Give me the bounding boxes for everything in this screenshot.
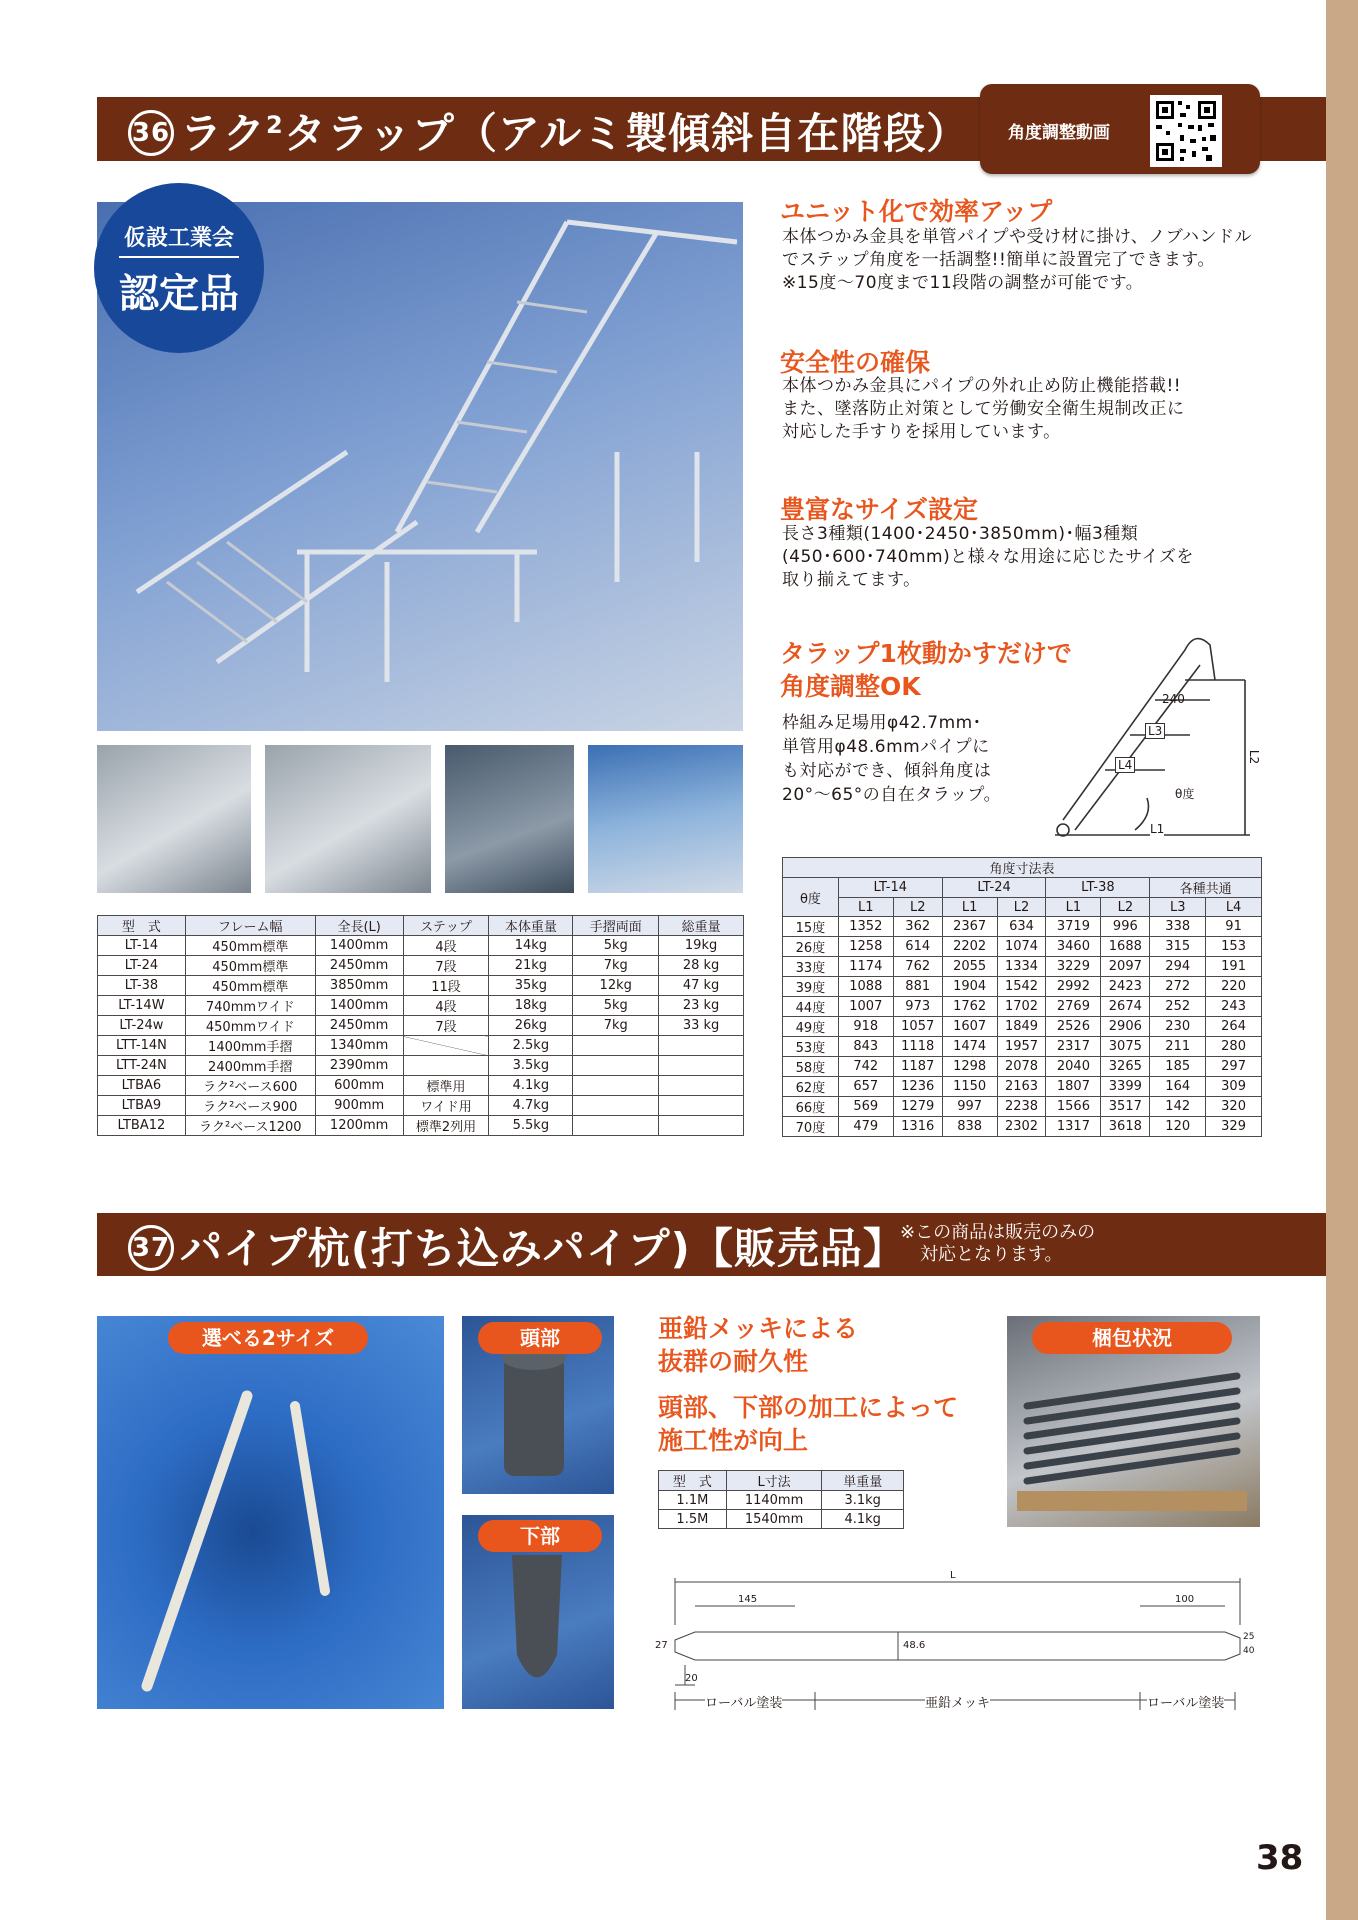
- angle-cell: 881: [893, 977, 942, 997]
- spec-cell: 3850mm: [315, 976, 403, 996]
- angle-cell: 1566: [1046, 1097, 1101, 1117]
- angle-cell: 297: [1206, 1057, 1262, 1077]
- angle-cell: 2238: [997, 1097, 1046, 1117]
- detail-photo-site: [445, 745, 574, 893]
- spec-cell: [659, 1056, 744, 1076]
- angle-cell: 634: [997, 917, 1046, 937]
- angle-cell: 362: [893, 917, 942, 937]
- angle-sub-header: L1: [838, 898, 893, 917]
- feature-heading-2: 安全性の確保: [780, 348, 931, 377]
- spec-cell: LTBA12: [98, 1116, 186, 1136]
- angle-sub-header: L1: [1046, 898, 1101, 917]
- pipe-feature-1: 亜鉛メッキによる 抜群の耐久性: [658, 1314, 859, 1376]
- drawing-seg-3: ローバル塗装: [1147, 1692, 1224, 1711]
- angle-cell: 264: [1206, 1017, 1262, 1037]
- angle-cell: 220: [1206, 977, 1262, 997]
- angle-cell: 1298: [942, 1057, 997, 1077]
- angle-cell: 2317: [1046, 1037, 1101, 1057]
- angle-cell: 2302: [997, 1117, 1046, 1137]
- spec-cell: 450mm標準: [185, 976, 315, 996]
- pipe-cell: 3.1kg: [822, 1491, 904, 1510]
- angle-group-header: LT-14: [838, 878, 942, 898]
- side-strip: [1326, 0, 1358, 1920]
- angle-cell: 320: [1206, 1097, 1262, 1117]
- angle-cell: 91: [1206, 917, 1262, 937]
- spec-cell: 3.5kg: [489, 1056, 573, 1076]
- pipe-table-wrap: [658, 1470, 904, 1529]
- spec-cell: 1400mm手摺: [185, 1036, 315, 1056]
- angle-cell: 1074: [997, 937, 1046, 957]
- spec-cell: 2450mm: [315, 1016, 403, 1036]
- angle-cell: 614: [893, 937, 942, 957]
- detail-photo-hook: [97, 745, 251, 893]
- feature-heading-3: 豊富なサイズ設定: [780, 495, 979, 524]
- spec-header: 本体重量: [489, 916, 573, 936]
- spec-cell: 600mm: [315, 1076, 403, 1096]
- angle-sub-header: L2: [893, 898, 942, 917]
- tag-two-sizes: 選べる2サイズ: [168, 1322, 368, 1354]
- spec-table-wrap: [97, 915, 744, 1136]
- angle-cell: 1688: [1101, 937, 1150, 957]
- angle-cell: 58度: [783, 1057, 839, 1077]
- angle-cell: 1702: [997, 997, 1046, 1017]
- angle-table-wrap: [782, 857, 1262, 1137]
- spec-cell: 450mm標準: [185, 936, 315, 956]
- pipe-cell: 4.1kg: [822, 1510, 904, 1529]
- spec-cell: LTT-24N: [98, 1056, 186, 1076]
- spec-cell: ワイド用: [403, 1096, 489, 1116]
- angle-row: [783, 977, 1262, 997]
- angle-cell: 2906: [1101, 1017, 1150, 1037]
- angle-row: [783, 1057, 1262, 1077]
- angle-cell: 243: [1206, 997, 1262, 1017]
- angle-cell: 1317: [1046, 1117, 1101, 1137]
- angle-cell: 3075: [1101, 1037, 1150, 1057]
- spec-cell: 35kg: [489, 976, 573, 996]
- angle-cell: 918: [838, 1017, 893, 1037]
- spec-cell: 7kg: [573, 956, 659, 976]
- spec-cell: [403, 1056, 489, 1076]
- angle-cell: 1957: [997, 1037, 1046, 1057]
- spec-cell: 標準用: [403, 1076, 489, 1096]
- section-36-title: 36 ラク$^2$タラップ（アルミ製傾斜自在階段）: [128, 101, 969, 161]
- spec-header: 型 式: [98, 916, 186, 936]
- drawing-label-l: L: [950, 1570, 956, 1581]
- angle-cell: 2163: [997, 1077, 1046, 1097]
- angle-cell: 315: [1150, 937, 1206, 957]
- angle-cell: 1174: [838, 957, 893, 977]
- spec-cell: [659, 1116, 744, 1136]
- angle-cell: 1007: [838, 997, 893, 1017]
- angle-row: [783, 997, 1262, 1017]
- spec-cell: 1400mm: [315, 996, 403, 1016]
- angle-cell: 185: [1150, 1057, 1206, 1077]
- spec-cell: 2.5kg: [489, 1036, 573, 1056]
- spec-cell: LT-38: [98, 976, 186, 996]
- spec-cell: [573, 1056, 659, 1076]
- angle-table-theta: θ度: [783, 878, 839, 917]
- drawing-label-100: 100: [1175, 1594, 1195, 1605]
- spec-cell: [573, 1116, 659, 1136]
- spec-row: [98, 1016, 744, 1036]
- badge-line-2: 認定品: [119, 271, 239, 317]
- spec-cell: 1340mm: [315, 1036, 403, 1056]
- angle-cell: 3618: [1101, 1117, 1150, 1137]
- angle-cell: 1316: [893, 1117, 942, 1137]
- spec-cell: LTBA6: [98, 1076, 186, 1096]
- pipe-cell: 1140mm: [726, 1491, 822, 1510]
- angle-text: 枠組み足場用φ42.7mm･ 単管用φ48.6mmパイプに も対応ができ、傾斜角度は 20°～65°の自在タラップ。: [782, 713, 1002, 805]
- angle-cell: 1607: [942, 1017, 997, 1037]
- spec-row: [98, 1076, 744, 1096]
- angle-cell: 252: [1150, 997, 1206, 1017]
- angle-cell: 191: [1206, 957, 1262, 977]
- spec-cell: 26kg: [489, 1016, 573, 1036]
- drawing-seg-2: 亜鉛メッキ: [925, 1692, 990, 1711]
- angle-cell: 280: [1206, 1037, 1262, 1057]
- angle-cell: 1542: [997, 977, 1046, 997]
- page-number: 38: [1256, 1838, 1304, 1878]
- certification-badge: [94, 183, 264, 353]
- spec-cell: 18kg: [489, 996, 573, 1016]
- angle-cell: 1904: [942, 977, 997, 997]
- diagram-label-l3: L3: [1145, 723, 1165, 739]
- section-37-note: ※この商品は販売のみの 対応となります。: [900, 1222, 1096, 1265]
- angle-cell: 33度: [783, 957, 839, 977]
- angle-cell: 120: [1150, 1117, 1206, 1137]
- spec-cell: ラク²ベース600: [185, 1076, 315, 1096]
- angle-cell: 843: [838, 1037, 893, 1057]
- pipe-cell: 1.1M: [659, 1491, 727, 1510]
- spec-cell: 900mm: [315, 1096, 403, 1116]
- spec-cell: 7段: [403, 956, 489, 976]
- drawing-label-27: 27: [655, 1640, 668, 1651]
- spec-cell: [659, 1036, 744, 1056]
- pipe-sizes-photo: [97, 1316, 444, 1709]
- spec-cell: [573, 1036, 659, 1056]
- spec-cell: 5kg: [573, 936, 659, 956]
- feature-heading-1: ユニット化で効率アップ: [780, 197, 1053, 226]
- qr-code[interactable]: [1150, 95, 1222, 167]
- angle-cell: 1334: [997, 957, 1046, 977]
- spec-cell: LT-24: [98, 956, 186, 976]
- spec-header: ステップ: [403, 916, 489, 936]
- angle-cell: 2078: [997, 1057, 1046, 1077]
- angle-cell: 762: [893, 957, 942, 977]
- pipe-cell: 1.5M: [659, 1510, 727, 1529]
- spec-cell: 28 kg: [659, 956, 744, 976]
- angle-cell: 2992: [1046, 977, 1101, 997]
- spec-cell: [659, 1076, 744, 1096]
- spec-cell: 47 kg: [659, 976, 744, 996]
- angle-cell: 338: [1150, 917, 1206, 937]
- spec-cell: LTT-14N: [98, 1036, 186, 1056]
- angle-cell: 294: [1150, 957, 1206, 977]
- spec-cell: ラク²ベース1200: [185, 1116, 315, 1136]
- angle-row: [783, 937, 1262, 957]
- angle-sub-header: L2: [997, 898, 1046, 917]
- tag-bottom: 下部: [478, 1520, 602, 1552]
- detail-photo-knob: [265, 745, 431, 893]
- spec-header: 全長(L): [315, 916, 403, 936]
- angle-row: [783, 917, 1262, 937]
- angle-cell: 3517: [1101, 1097, 1150, 1117]
- spec-cell: 1200mm: [315, 1116, 403, 1136]
- spec-cell: 7段: [403, 1016, 489, 1036]
- spec-cell: 740mmワイド: [185, 996, 315, 1016]
- angle-sub-header: L3: [1150, 898, 1206, 917]
- spec-header: 総重量: [659, 916, 744, 936]
- spec-row: [98, 996, 744, 1016]
- spec-cell: [659, 1096, 744, 1116]
- angle-cell: 3719: [1046, 917, 1101, 937]
- spec-header: フレーム幅: [185, 916, 315, 936]
- spec-row: [98, 1096, 744, 1116]
- angle-cell: 1807: [1046, 1077, 1101, 1097]
- drawing-label-40: 40: [1243, 1646, 1255, 1656]
- drawing-label-486: 48.6: [903, 1640, 926, 1651]
- feature-text-3: 長さ3種類(1400･2450･3850mm)･幅3種類 (450･600･740mm)と様々な用途に応じたサイズを 取り揃えてます。: [782, 524, 1194, 590]
- angle-cell: 973: [893, 997, 942, 1017]
- drawing-label-20: 20: [685, 1673, 698, 1684]
- spec-cell: [403, 1036, 489, 1056]
- angle-cell: 1474: [942, 1037, 997, 1057]
- spec-cell: LT-24w: [98, 1016, 186, 1036]
- angle-group-header: LT-38: [1046, 878, 1150, 898]
- angle-cell: 2769: [1046, 997, 1101, 1017]
- angle-heading: タラップ1枚動かすだけで 角度調整OK: [780, 639, 1072, 701]
- section-36-number: 36: [128, 110, 174, 156]
- angle-cell: 1150: [942, 1077, 997, 1097]
- tag-packing: 梱包状況: [1032, 1322, 1232, 1354]
- spec-cell: 2400mm手摺: [185, 1056, 315, 1076]
- diagram-label-240: 240: [1162, 692, 1185, 706]
- angle-row: [783, 1097, 1262, 1117]
- angle-cell: 1118: [893, 1037, 942, 1057]
- spec-cell: 4.1kg: [489, 1076, 573, 1096]
- angle-cell: 1187: [893, 1057, 942, 1077]
- angle-cell: 44度: [783, 997, 839, 1017]
- angle-row: [783, 1017, 1262, 1037]
- angle-group-header: LT-24: [942, 878, 1046, 898]
- diagram-label-l4: L4: [1115, 757, 1135, 773]
- drawing-seg-1: ローバル塗装: [705, 1692, 782, 1711]
- angle-group-header: 各種共通: [1150, 878, 1262, 898]
- detail-photo-steps: [588, 745, 743, 893]
- spec-cell: 4.7kg: [489, 1096, 573, 1116]
- spec-cell: 450mm標準: [185, 956, 315, 976]
- spec-cell: 14kg: [489, 936, 573, 956]
- spec-cell: 標準2列用: [403, 1116, 489, 1136]
- angle-cell: 1279: [893, 1097, 942, 1117]
- angle-cell: 230: [1150, 1017, 1206, 1037]
- angle-cell: 1849: [997, 1017, 1046, 1037]
- drawing-label-145: 145: [738, 1594, 758, 1605]
- angle-cell: 742: [838, 1057, 893, 1077]
- spec-cell: 19kg: [659, 936, 744, 956]
- angle-cell: 3399: [1101, 1077, 1150, 1097]
- angle-cell: 272: [1150, 977, 1206, 997]
- angle-cell: 211: [1150, 1037, 1206, 1057]
- pipe-feature-2: 頭部、下部の加工によって 施工性が向上: [658, 1393, 959, 1455]
- angle-cell: 49度: [783, 1017, 839, 1037]
- angle-cell: 3460: [1046, 937, 1101, 957]
- angle-row: [783, 957, 1262, 977]
- spec-cell: 4段: [403, 936, 489, 956]
- angle-cell: 66度: [783, 1097, 839, 1117]
- spec-cell: 4段: [403, 996, 489, 1016]
- spec-cell: 2390mm: [315, 1056, 403, 1076]
- spec-cell: LTBA9: [98, 1096, 186, 1116]
- angle-cell: 838: [942, 1117, 997, 1137]
- angle-cell: 1088: [838, 977, 893, 997]
- spec-cell: 23 kg: [659, 996, 744, 1016]
- spec-table: [97, 915, 744, 1136]
- angle-cell: 2097: [1101, 957, 1150, 977]
- angle-cell: 26度: [783, 937, 839, 957]
- angle-cell: 309: [1206, 1077, 1262, 1097]
- pipe-drawing: [650, 1570, 1260, 1720]
- angle-sub-header: L2: [1101, 898, 1150, 917]
- angle-cell: 53度: [783, 1037, 839, 1057]
- angle-cell: 2526: [1046, 1017, 1101, 1037]
- section-37-number: 37: [128, 1225, 174, 1271]
- spec-cell: 5.5kg: [489, 1116, 573, 1136]
- angle-cell: 996: [1101, 917, 1150, 937]
- angle-cell: 142: [1150, 1097, 1206, 1117]
- pipe-header: 単重量: [822, 1471, 904, 1491]
- spec-cell: LT-14W: [98, 996, 186, 1016]
- diagram-label-l1: L1: [1150, 822, 1165, 836]
- pipe-cell: 1540mm: [726, 1510, 822, 1529]
- angle-cell: 1057: [893, 1017, 942, 1037]
- spec-header: 手摺両面: [573, 916, 659, 936]
- angle-cell: 3229: [1046, 957, 1101, 977]
- spec-cell: [573, 1076, 659, 1096]
- spec-cell: 7kg: [573, 1016, 659, 1036]
- spec-cell: 1400mm: [315, 936, 403, 956]
- angle-row: [783, 1117, 1262, 1137]
- pipe-row: [659, 1491, 904, 1510]
- angle-cell: 153: [1206, 937, 1262, 957]
- angle-cell: 2055: [942, 957, 997, 977]
- angle-cell: 569: [838, 1097, 893, 1117]
- drawing-label-25: 25: [1243, 1632, 1255, 1642]
- angle-row: [783, 1077, 1262, 1097]
- spec-cell: 450mmワイド: [185, 1016, 315, 1036]
- pipe-header: L寸法: [726, 1471, 822, 1491]
- spec-row: [98, 1056, 744, 1076]
- stair-angle-diagram: [1035, 620, 1265, 850]
- spec-cell: LT-14: [98, 936, 186, 956]
- angle-cell: 39度: [783, 977, 839, 997]
- spec-row: [98, 956, 744, 976]
- angle-cell: 2202: [942, 937, 997, 957]
- section-37-title: 37 パイプ杭(打ち込みパイプ)【販売品】: [128, 1216, 906, 1276]
- video-label: 角度調整動画: [1008, 123, 1110, 143]
- spec-cell: 21kg: [489, 956, 573, 976]
- spec-cell: 12kg: [573, 976, 659, 996]
- angle-cell: 1352: [838, 917, 893, 937]
- angle-cell: 329: [1206, 1117, 1262, 1137]
- angle-cell: 2423: [1101, 977, 1150, 997]
- angle-cell: 1762: [942, 997, 997, 1017]
- badge-divider: [119, 256, 239, 258]
- angle-cell: 657: [838, 1077, 893, 1097]
- spec-cell: 2450mm: [315, 956, 403, 976]
- spec-cell: 11段: [403, 976, 489, 996]
- angle-cell: 997: [942, 1097, 997, 1117]
- pipe-header: 型 式: [659, 1471, 727, 1491]
- pipe-row: [659, 1510, 904, 1529]
- angle-cell: 2040: [1046, 1057, 1101, 1077]
- spec-row: [98, 976, 744, 996]
- angle-cell: 70度: [783, 1117, 839, 1137]
- spec-row: [98, 1116, 744, 1136]
- angle-table: [782, 857, 1262, 1137]
- feature-text-1: 本体つかみ金具を単管パイプや受け材に掛け、ノブハンドル でステップ角度を一括調整!!簡単に設置完了できます。 ※15度～70度まで11段階の調整が可能です。: [782, 227, 1252, 293]
- spec-cell: 5kg: [573, 996, 659, 1016]
- spec-cell: [573, 1096, 659, 1116]
- pipe-table: [658, 1470, 904, 1529]
- angle-cell: 62度: [783, 1077, 839, 1097]
- spec-row: [98, 1036, 744, 1056]
- spec-cell: ラク²ベース900: [185, 1096, 315, 1116]
- angle-table-title: 角度寸法表: [783, 858, 1262, 878]
- angle-cell: 2367: [942, 917, 997, 937]
- angle-cell: 479: [838, 1117, 893, 1137]
- spec-cell: 33 kg: [659, 1016, 744, 1036]
- diagram-label-l2: L2: [1247, 749, 1262, 765]
- tag-head: 頭部: [478, 1322, 602, 1354]
- angle-sub-header: L1: [942, 898, 997, 917]
- spec-row: [98, 936, 744, 956]
- angle-sub-header: L4: [1206, 898, 1262, 917]
- angle-cell: 1258: [838, 937, 893, 957]
- angle-cell: 3265: [1101, 1057, 1150, 1077]
- feature-text-2: 本体つかみ金具にパイプの外れ止め防止機能搭載!! また、墜落防止対策として労働安全衛生規制改正に 対応した手すりを採用しています。: [782, 376, 1185, 442]
- angle-cell: 2674: [1101, 997, 1150, 1017]
- angle-row: [783, 1037, 1262, 1057]
- angle-cell: 164: [1150, 1077, 1206, 1097]
- diagram-label-theta: θ度: [1175, 787, 1195, 801]
- angle-cell: 1236: [893, 1077, 942, 1097]
- angle-cell: 15度: [783, 917, 839, 937]
- badge-line-1: 仮設工業会: [123, 226, 234, 251]
